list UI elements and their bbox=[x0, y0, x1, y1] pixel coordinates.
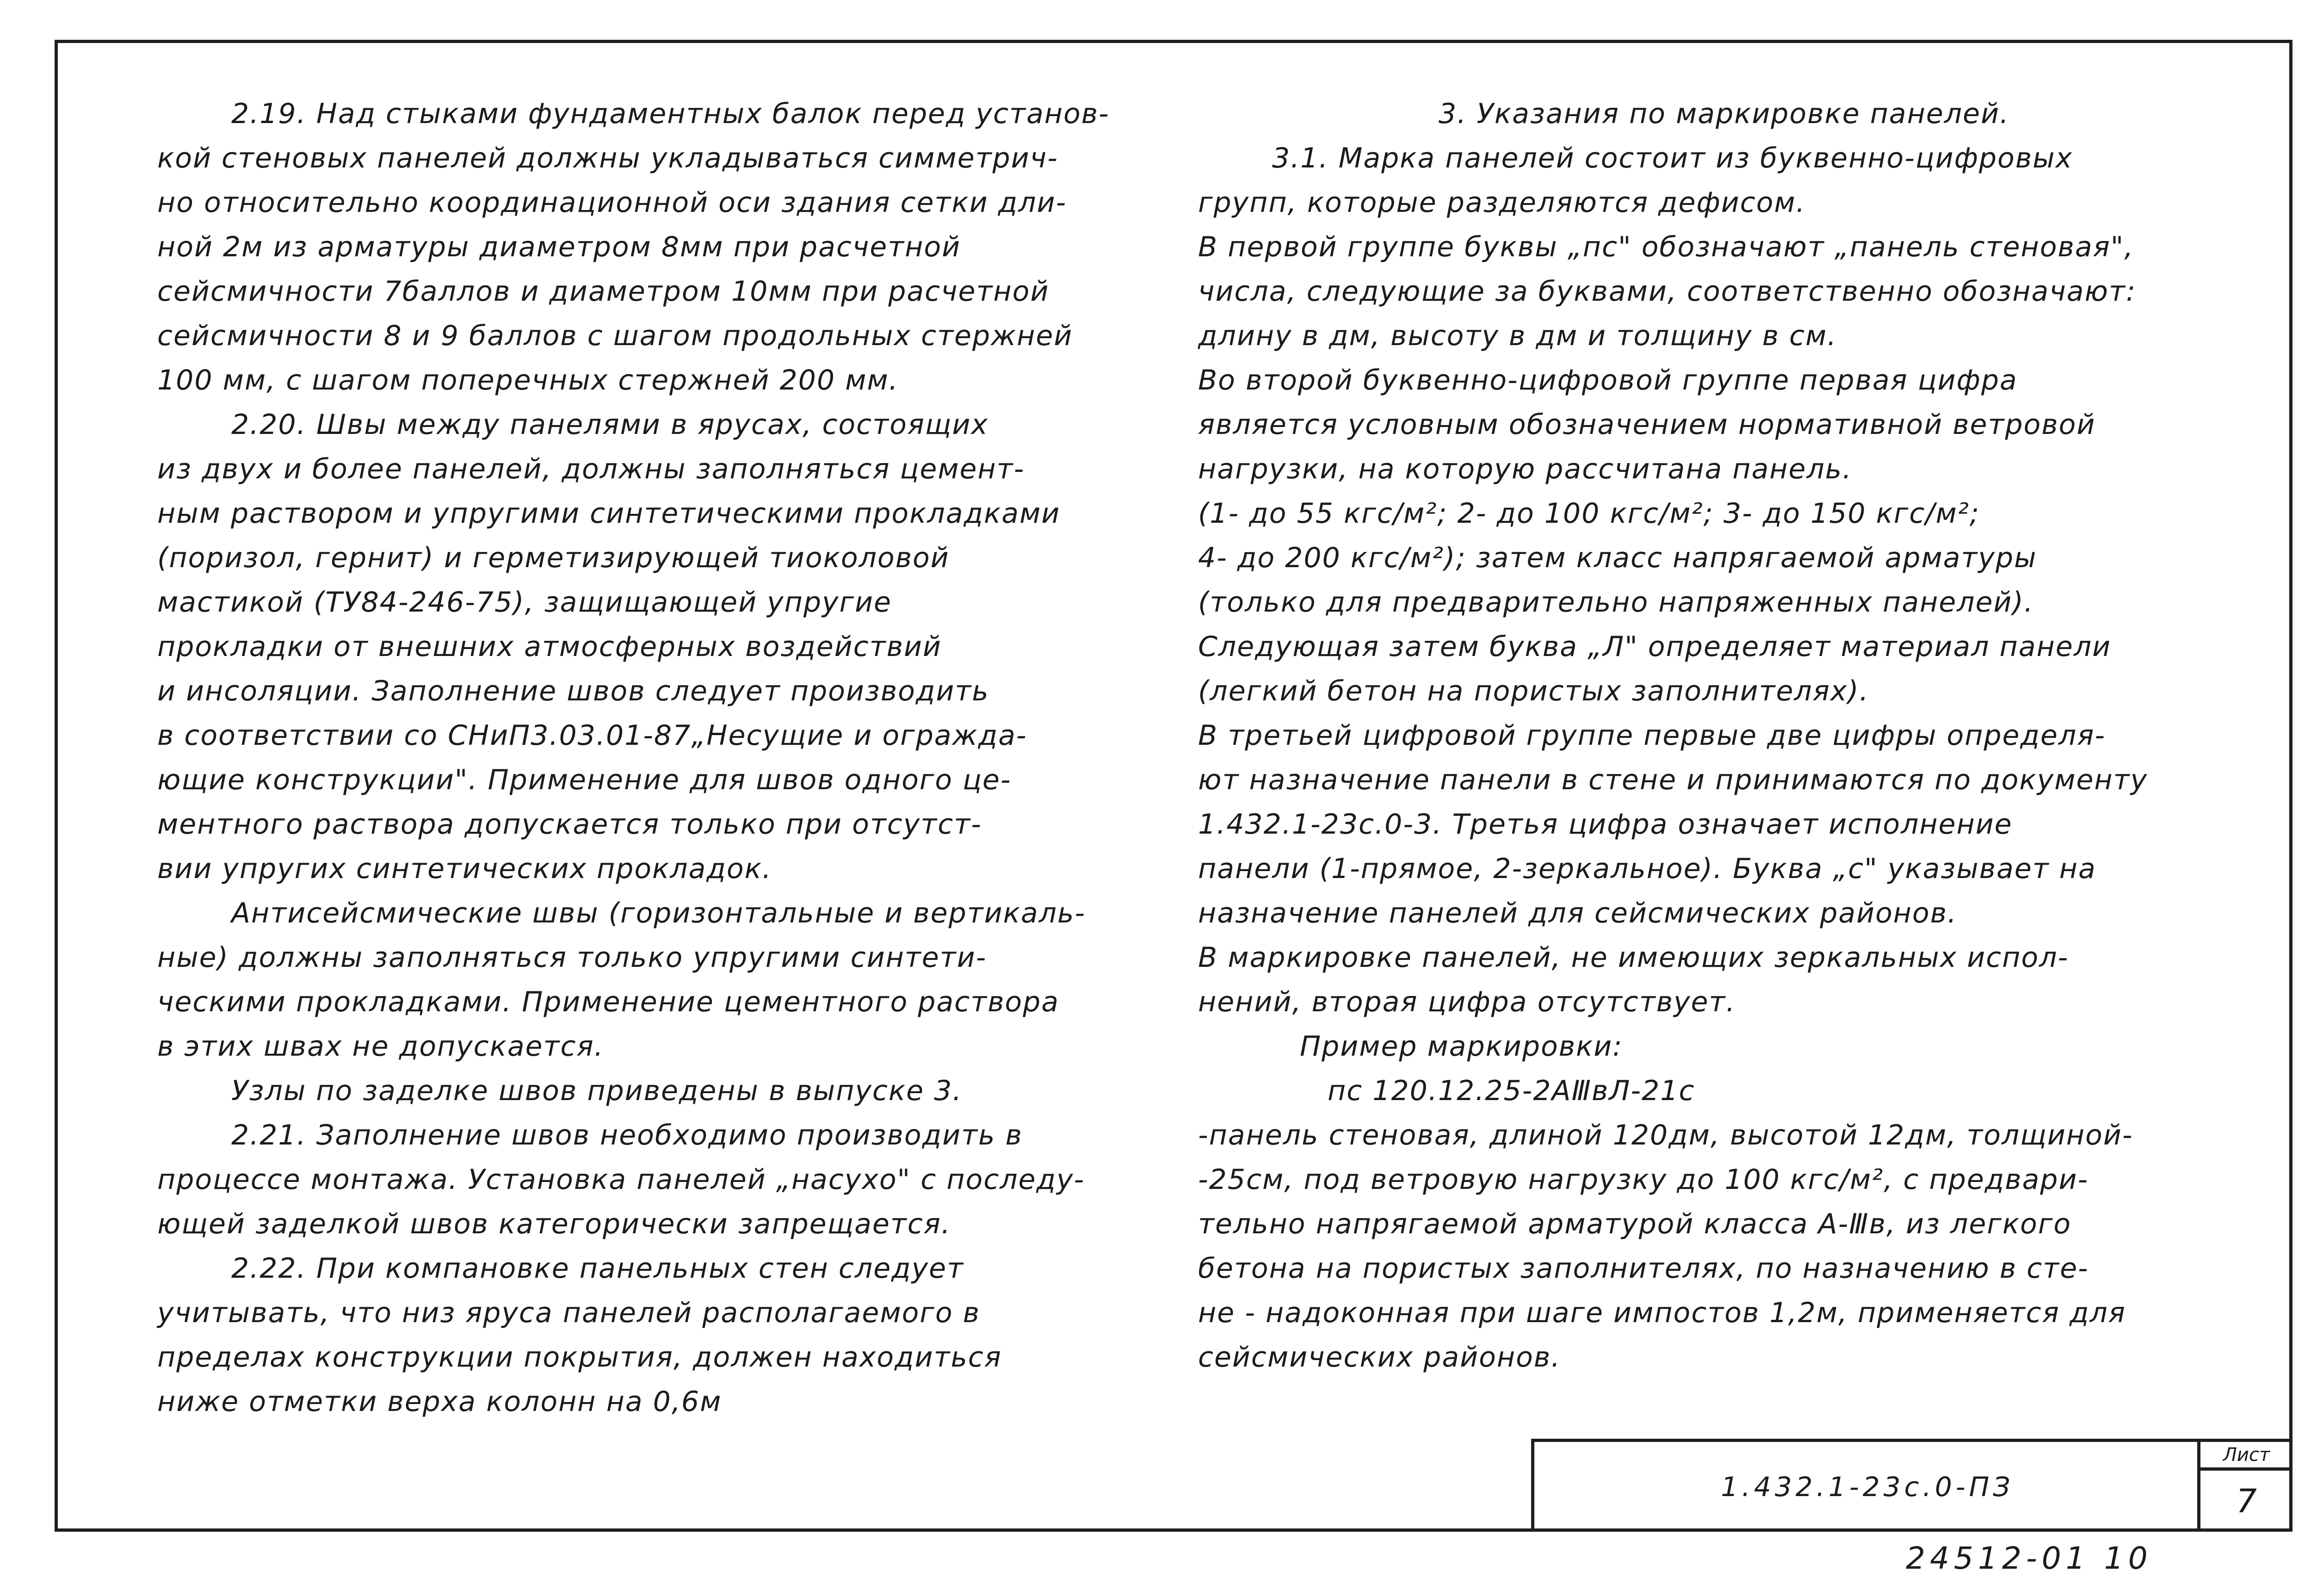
left-text-column bbox=[157, 92, 1175, 1424]
text-line: но относительно координационной оси здания сетки дли- bbox=[157, 186, 1067, 219]
text-line: ным раствором и упругими синтетическими прокладками bbox=[157, 497, 1061, 530]
text-line: в этих швах не допускается. bbox=[157, 1030, 604, 1063]
text-line: ниже отметки верха колонн на 0,6м bbox=[157, 1386, 722, 1418]
text-line: 2.22. При компановке панельных стен следует bbox=[231, 1252, 964, 1285]
text-line: В третьей цифровой группе первые две цифры определя- bbox=[1198, 719, 2106, 752]
text-line: (легкий бетон на пористых заполнителях). bbox=[1198, 675, 1869, 707]
text-line: числа, следующие за буквами, соответственно обозначают: bbox=[1198, 275, 2137, 308]
text-line: (только для предварительно напряженных панелей). bbox=[1198, 586, 2034, 619]
text-line: пределах конструкции покрытия, должен находиться bbox=[157, 1341, 1002, 1373]
text-line: В маркировке панелей, не имеющих зеркальных испол- bbox=[1198, 941, 2069, 974]
text-line: Во второй буквенно-цифровой группе первая цифра bbox=[1198, 364, 2018, 396]
text-line: 2.21. Заполнение швов необходимо производить в bbox=[231, 1119, 1023, 1151]
text-line: 4- до 200 кгс/м²); затем класс напрягаемой арматуры bbox=[1198, 542, 2037, 574]
text-line: 2.20. Швы между панелями в ярусах, состоящих bbox=[231, 408, 989, 441]
text-line: из двух и более панелей, должны заполняться цемент- bbox=[157, 453, 1025, 485]
text-line: 2.19. Над стыками фундаментных балок перед установ- bbox=[231, 98, 1110, 130]
text-line: ческими прокладками. Применение цементного раствора bbox=[157, 986, 1059, 1018]
document-code: 1.432.1-23с.0-ПЗ bbox=[1721, 1471, 2014, 1503]
text-line: ментного раствора допускается только при отсутст- bbox=[157, 808, 982, 841]
text-line: ют назначение панели в стене и принимаются по документу bbox=[1198, 764, 2148, 796]
text-line: в соответствии со СНиП3.03.01-87„Несущие и огражда- bbox=[157, 719, 1027, 752]
title-block bbox=[1531, 1439, 2292, 1532]
text-line: групп, которые разделяются дефисом. bbox=[1198, 186, 1806, 219]
text-line: назначение панелей для сейсмических районов. bbox=[1198, 897, 1958, 929]
text-line: сейсмичности 8 и 9 баллов с шагом продольных стержней bbox=[157, 320, 1073, 352]
text-line: ющей заделкой швов категорически запрещается. bbox=[157, 1208, 951, 1240]
text-line: мастикой (ТУ84-246-75), защищающей упругие bbox=[157, 586, 892, 619]
text-line: нений, вторая цифра отсутствует. bbox=[1198, 986, 1736, 1018]
text-line: Узлы по заделке швов приведены в выпуске 3. bbox=[231, 1075, 963, 1107]
text-line: и инсоляции. Заполнение швов следует производить bbox=[157, 675, 989, 707]
text-line: (1- до 55 кгс/м²; 2- до 100 кгс/м²; 3- до 150 кгс/м²; bbox=[1198, 497, 1980, 530]
text-line: ной 2м из арматуры диаметром 8мм при расчетной bbox=[157, 231, 961, 263]
text-line: учитывать, что низ яруса панелей располагаемого в bbox=[157, 1297, 980, 1329]
text-line: не - надоконная при шаге импостов 1,2м, применяется для bbox=[1198, 1297, 2126, 1329]
text-line: кой стеновых панелей должны укладываться симметрич- bbox=[157, 142, 1058, 174]
text-line: бетона на пористых заполнителях, по назначению в сте- bbox=[1198, 1252, 2089, 1285]
text-line: (поризол, гернит) и герметизирующей тиоколовой bbox=[157, 542, 950, 574]
text-line: сейсмичности 7баллов и диаметром 10мм при расчетной bbox=[157, 275, 1050, 308]
marking-example: пс 120.12.25-2АⅢвЛ-21с bbox=[1328, 1075, 1695, 1107]
text-line: Антисейсмические швы (горизонтальные и вертикаль- bbox=[231, 897, 1086, 929]
text-line: В первой группе буквы „пс" обозначают „панель стеновая", bbox=[1198, 231, 2134, 263]
text-line: ющие конструкции". Применение для швов одного це- bbox=[157, 764, 1012, 796]
text-line: Пример маркировки: bbox=[1300, 1030, 1623, 1063]
text-line: является условным обозначением нормативной ветровой bbox=[1198, 408, 2096, 441]
text-line: нагрузки, на которую рассчитана панель. bbox=[1198, 453, 1853, 485]
text-line: тельно напрягаемой арматурой класса А-Ⅲв, из легкого bbox=[1198, 1208, 2072, 1240]
sheet-label: Лист bbox=[2200, 1442, 2292, 1471]
sheet-number: 7 bbox=[2236, 1482, 2257, 1520]
text-line: 1.432.1-23с.0-3. Третья цифра означает исполнение bbox=[1198, 808, 2013, 841]
text-line: 3.1. Марка панелей состоит из буквенно-цифровых bbox=[1272, 142, 2073, 174]
text-line: ные) должны заполняться только упругими синтети- bbox=[157, 941, 987, 974]
text-line: -панель стеновая, длиной 120дм, высотой 12дм, толщиной- bbox=[1198, 1119, 2133, 1151]
text-line: сейсмических районов. bbox=[1198, 1341, 1561, 1373]
text-line: процессе монтажа. Установка панелей „насухо" с последу- bbox=[157, 1163, 1085, 1196]
text-line: вии упругих синтетических прокладок. bbox=[157, 853, 772, 885]
right-text-column bbox=[1198, 92, 2216, 1379]
text-line: прокладки от внешних атмосферных воздействий bbox=[157, 631, 942, 663]
section-heading: 3. Указания по маркировке панелей. bbox=[1439, 98, 2010, 130]
text-line: 100 мм, с шагом поперечных стержней 200 мм. bbox=[157, 364, 899, 396]
inventory-number: 24512-01 10 bbox=[1906, 1540, 2152, 1576]
text-line: длину в дм, высоту в дм и толщину в см. bbox=[1198, 320, 1837, 352]
text-line: Следующая затем буква „Л" определяет материал панели bbox=[1198, 631, 2112, 663]
sheet-cell bbox=[2197, 1442, 2292, 1532]
text-line: панели (1-прямое, 2-зеркальное). Буква „с" указывает на bbox=[1198, 853, 2096, 885]
text-line: -25см, под ветровую нагрузку до 100 кгс/м², с предвари- bbox=[1198, 1163, 2089, 1196]
